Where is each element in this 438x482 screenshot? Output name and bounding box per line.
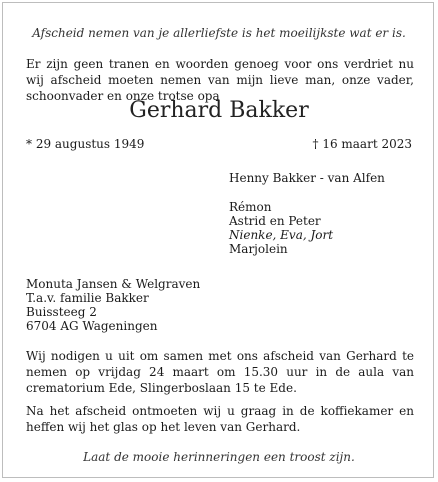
obituary-card (2, 2, 434, 478)
death-date: † 16 maart 2023 (312, 137, 412, 151)
birth-date: * 29 augustus 1949 (26, 137, 145, 151)
family-spouse: Henny Bakker - van Alfen (229, 171, 385, 185)
family-child: Marjolein (229, 242, 288, 256)
intro-text: Er zijn geen tranen en woorden genoeg voor ons verdriet nu wij afscheid moeten nemen van mijn lieve man, onze vader, schoonvader en onze trotse opa (26, 57, 414, 103)
motto: Afscheid nemen van je allerliefste is het moeilijkste wat er is. (32, 26, 406, 40)
address-line: T.a.v. familie Bakker (26, 291, 149, 305)
closing-line: Laat de mooie herinneringen een troost zijn. (83, 450, 355, 464)
afterwards-text: Na het afscheid ontmoeten wij u graag in de koffiekamer en heffen wij het glas op het leven van Gerhard. (26, 404, 414, 434)
family-child: Rémon (229, 200, 272, 214)
address-line: 6704 AG Wageningen (26, 319, 158, 333)
family-grandchildren: Nienke, Eva, Jort (229, 228, 334, 242)
address-line: Buissteeg 2 (26, 305, 97, 319)
deceased-name: Gerhard Bakker (129, 98, 309, 123)
address-line: Monuta Jansen & Welgraven (26, 277, 201, 291)
family-child: Astrid en Peter (229, 214, 321, 228)
invitation-text: Wij nodigen u uit om samen met ons afscheid van Gerhard te nemen op vrijdag 24 maart om 15.30 uur in de aula van crematorium Ede, Slingerboslaan 15 te Ede. (26, 349, 414, 395)
